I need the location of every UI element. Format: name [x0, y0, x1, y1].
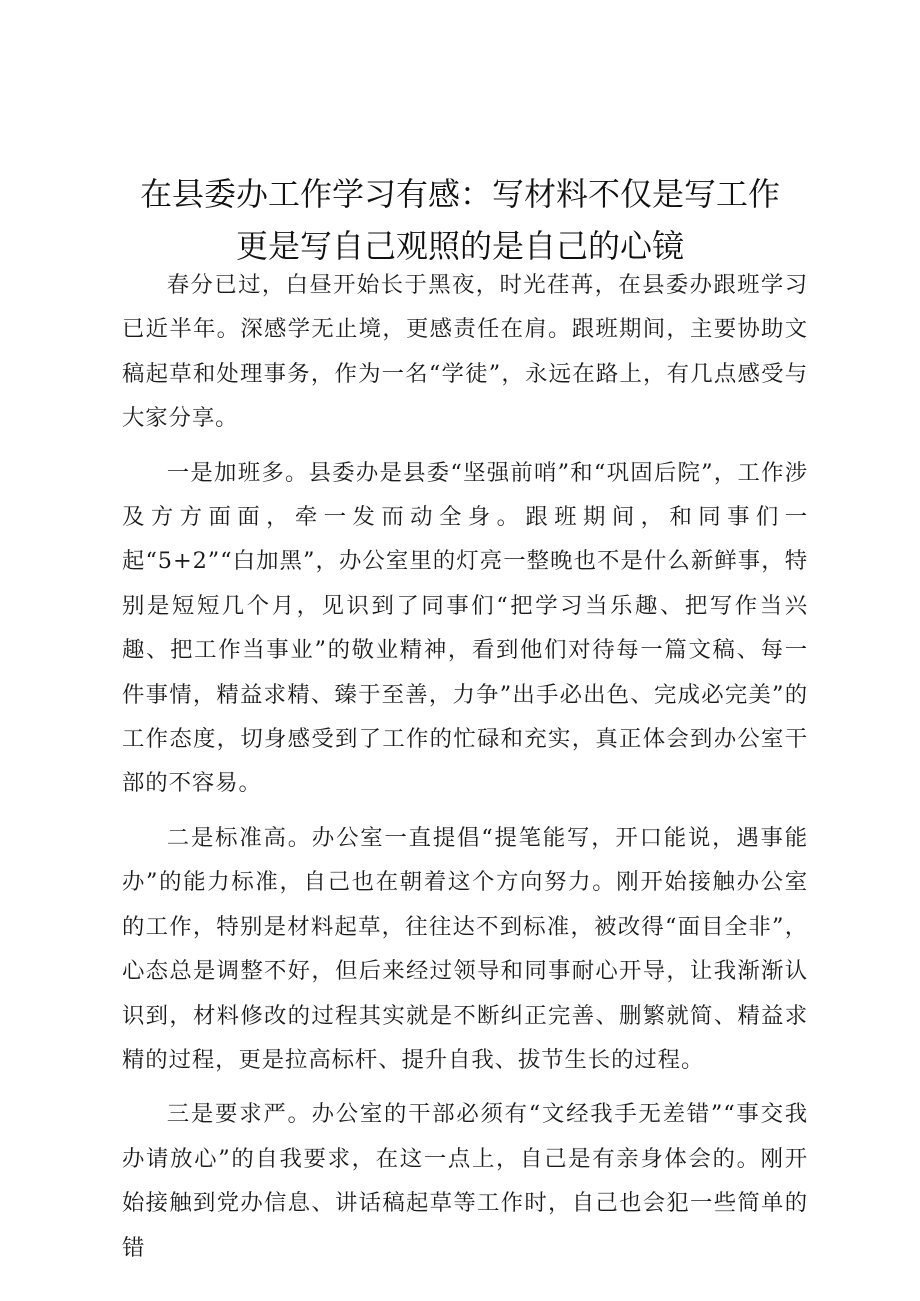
title-line-2: 更是写自己观照的是自己的心镜: [235, 227, 684, 265]
paragraph-requirements: 三是要求严。办公室的干部必须有“文经我手无差错”“事交我办请放心”的自我要求，在这一点上，自己是有亲身体会的。刚开始接触到党办信息、讲话稿起草等工作时，自己也会犯一些简单的错: [122, 1101, 808, 1261]
title-line-1: 在县委办工作学习有感：写材料不仅是写工作: [139, 175, 780, 213]
document-title: [110, 168, 810, 272]
paragraph-intro: 春分已过，白昼开始长于黑夜，时光荏苒，在县委办跟班学习已近半年。深感学无止境，更感责任在肩。跟班期间，主要协助文稿起草和处理事务，作为一名“学徒”，永远在路上，有几点感受与大家分享。: [122, 272, 808, 432]
paragraph-standards: 二是标准高。办公室一直提倡“提笔能写，开口能说，遇事能办”的能力标准，自己也在朝着这个方向努力。刚开始接触办公室的工作，特别是材料起草，往往达不到标准，被改得“面目全非”，心态总是调整不好，但后来经过领导和同事耐心开导，让我渐渐认识到，材料修改的过程其实就是不断纠正完善、删繁就简、精益求精的过程，更是拉高标杆、提升自我、拔节生长的过程。: [122, 824, 808, 1073]
paragraph-overtime: 一是加班多。县委办是县委“坚强前哨”和“巩固后院”，工作涉及方方面面，牵一发而动全身。跟班期间，和同事们一起“5+2”“白加黑”，办公室里的灯亮一整晚也不是什么新鲜事，特别是短短几个月，见识到了同事们“把学习当乐趣、把写作当兴趣、把工作当事业”的敬业精神，看到他们对待每一篇文稿、每一件事情，精益求精、臻于至善，力争”出手必出色、完成必完美”的工作态度，切身感受到了工作的忙碌和充实，真正体会到办公室干部的不容易。: [122, 459, 808, 797]
document-body: [122, 263, 808, 1280]
